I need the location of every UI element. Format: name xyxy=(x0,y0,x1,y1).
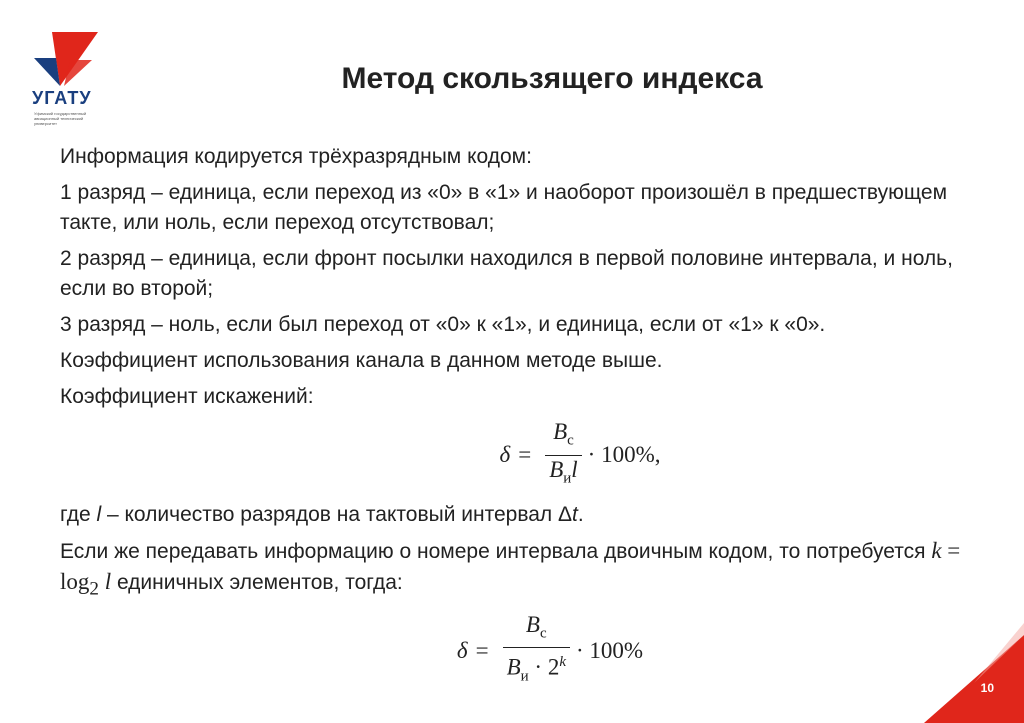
formula1-denominator xyxy=(545,455,581,493)
formula1-den-b: B xyxy=(549,456,564,482)
formula1-num-sub: с xyxy=(567,432,574,449)
binary-text-b: единичных элементов, тогда: xyxy=(111,571,403,595)
formula2-den-sub: и xyxy=(520,668,529,685)
paragraph-binary-code xyxy=(60,536,980,605)
inline-log: = log xyxy=(60,538,961,595)
formula1-fraction xyxy=(545,418,581,492)
formula2-num-b: B xyxy=(525,611,540,637)
paragraph-intro: Информация кодируется трёхразрядным кодом: xyxy=(60,145,532,168)
formula2-numerator xyxy=(522,611,551,648)
formula2-denominator xyxy=(503,647,570,690)
formula1-den-sub: и xyxy=(563,470,572,487)
paragraph-distortion: Коэффициент искажений: xyxy=(60,385,314,408)
where-text-a: где xyxy=(60,503,97,527)
logo-subtitle: Уфимский государственный авиационный технический университет xyxy=(34,111,87,126)
formula2-den-sup: k xyxy=(559,654,567,671)
slide-body xyxy=(60,142,980,699)
formula1-eq: = xyxy=(518,442,532,468)
paragraph-bit-1: 1 разряд – единица, если переход из «0» в «1» и наоборот произошёл в предшествующем такте, или ноль, если переход отсутствовал; xyxy=(60,181,948,234)
formula2-rhs: · 100% xyxy=(576,637,644,663)
binary-text-a: Если же передавать информацию о номере интервала двоичным кодом, то потребуется xyxy=(60,540,932,564)
inline-log-base: 2 xyxy=(89,578,99,600)
formula2-fraction xyxy=(503,611,570,691)
formula1-numerator xyxy=(549,418,578,455)
formula2-den-b: B xyxy=(506,655,521,681)
formula1-num-b: B xyxy=(553,419,568,444)
where-var-l: l xyxy=(96,503,102,527)
page-number: 10 xyxy=(980,681,994,695)
inline-var-k: k xyxy=(931,538,942,564)
slide-title: Метод скользящего индекса xyxy=(341,62,763,95)
paragraph-efficiency: Коэффициент использования канала в данном методе выше. xyxy=(60,349,663,372)
paragraph-bit-2: 2 разряд – единица, если фронт посылки находился в первой половине интервала, и ноль, если во второй; xyxy=(60,247,953,300)
where-text-c: . xyxy=(577,503,584,527)
formula-distortion-2 xyxy=(120,611,980,691)
formula2-den-dot: · 2 xyxy=(528,655,560,681)
formula-distortion-1 xyxy=(180,418,980,492)
logo-abbreviation: УГАТУ xyxy=(32,88,92,108)
paragraph-where xyxy=(60,500,980,530)
formula1-lhs: δ xyxy=(499,442,511,468)
formula1-den-l: l xyxy=(571,456,578,482)
formula2-lhs: δ xyxy=(456,637,468,663)
where-var-t: t xyxy=(572,503,578,527)
inline-var-l: l xyxy=(98,569,112,595)
formula2-num-sub: с xyxy=(539,625,547,642)
formula2-eq: = xyxy=(475,637,489,663)
where-text-b: – количество разрядов на тактовый интервал Δ xyxy=(101,503,573,527)
corner-decoration-icon xyxy=(914,623,1024,723)
paragraph-bit-3: 3 разряд – ноль, если был переход от «0» к «1», и единица, если от «1» к «0». xyxy=(60,313,826,336)
formula1-rhs: · 100%, xyxy=(587,442,661,468)
